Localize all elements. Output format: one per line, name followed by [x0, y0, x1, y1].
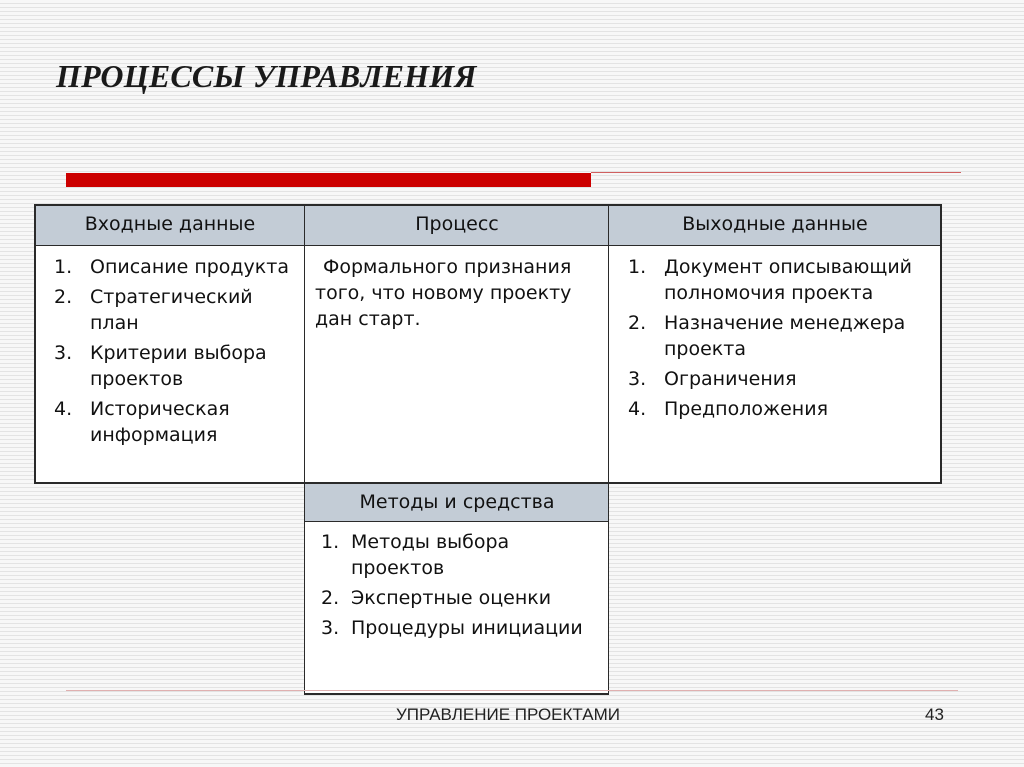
list-item-text: Критерии выбора проектов: [90, 342, 267, 390]
header-process-label: Процесс: [415, 213, 499, 235]
cell-methods: [305, 522, 609, 694]
list-item-text: Назначение менеджера проекта: [664, 312, 906, 360]
list-item-number: 2.: [54, 286, 73, 308]
list-item-text: Историческая информация: [90, 398, 230, 446]
list-item-number: 1.: [628, 256, 647, 278]
list-item-text: Методы выбора проектов: [351, 531, 510, 579]
list-item: [54, 396, 299, 448]
list-item-number: 3.: [628, 368, 647, 390]
list-item: [628, 396, 935, 422]
list-item: [628, 310, 935, 362]
table-border-bottom: [34, 482, 942, 484]
list-item: [628, 254, 935, 306]
list-item-number: 1.: [321, 531, 340, 553]
list-item-text: Предположения: [664, 398, 828, 420]
list-item: [54, 340, 299, 392]
methods-border-bottom: [304, 693, 609, 695]
list-item-number: 2.: [321, 587, 340, 609]
header-process: [305, 205, 609, 246]
cell-inputs: [35, 246, 305, 483]
title-accent-bar: [66, 173, 591, 187]
list-item: [315, 615, 601, 641]
slide-title: ПРОЦЕССЫ УПРАВЛЕНИЯ: [56, 58, 477, 94]
table-divider-1: [304, 204, 305, 695]
header-outputs: [609, 205, 941, 246]
list-item-text: Процедуры инициации: [351, 617, 583, 639]
list-item-text: Стратегический план: [90, 286, 253, 334]
table-border-top: [34, 204, 942, 206]
table-divider-2: [608, 204, 609, 695]
header-methods: [305, 483, 609, 522]
list-item: [54, 284, 299, 336]
list-item-number: 3.: [321, 617, 340, 639]
list-item: [628, 366, 935, 392]
header-methods-label: Методы и средства: [359, 491, 555, 513]
footer-divider: [66, 690, 958, 691]
page-number: 43: [925, 705, 944, 724]
methods-border-header: [304, 521, 609, 522]
header-inputs: [35, 205, 305, 246]
list-item-number: 4.: [54, 398, 73, 420]
list-item-text: Экспертные оценки: [351, 587, 552, 609]
table-border-header: [34, 245, 942, 246]
list-item: [315, 529, 601, 581]
title-accent-line: [591, 172, 961, 173]
table-border-right: [940, 204, 942, 484]
list-item-text: Описание продукта: [90, 256, 289, 278]
process-description: Формального признания того, что новому проекту дан старт.: [315, 256, 572, 330]
list-item-text: Документ описывающий полномочия проекта: [664, 256, 913, 304]
table-border-left: [34, 204, 36, 484]
cell-process: [305, 246, 609, 483]
list-item-text: Ограничения: [664, 368, 797, 390]
header-outputs-label: Выходные данные: [682, 213, 868, 235]
list-item-number: 2.: [628, 312, 647, 334]
list-item-number: 3.: [54, 342, 73, 364]
header-inputs-label: Входные данные: [84, 213, 256, 235]
footer-title: УПРАВЛЕНИЕ ПРОЕКТАМИ: [396, 705, 620, 724]
list-item: [315, 585, 601, 611]
inputs-list: [54, 254, 299, 448]
outputs-list: [628, 254, 935, 422]
list-item-number: 1.: [54, 256, 73, 278]
cell-outputs: [609, 246, 941, 483]
list-item: [54, 254, 299, 280]
list-item-number: 4.: [628, 398, 647, 420]
methods-list: [315, 529, 601, 641]
